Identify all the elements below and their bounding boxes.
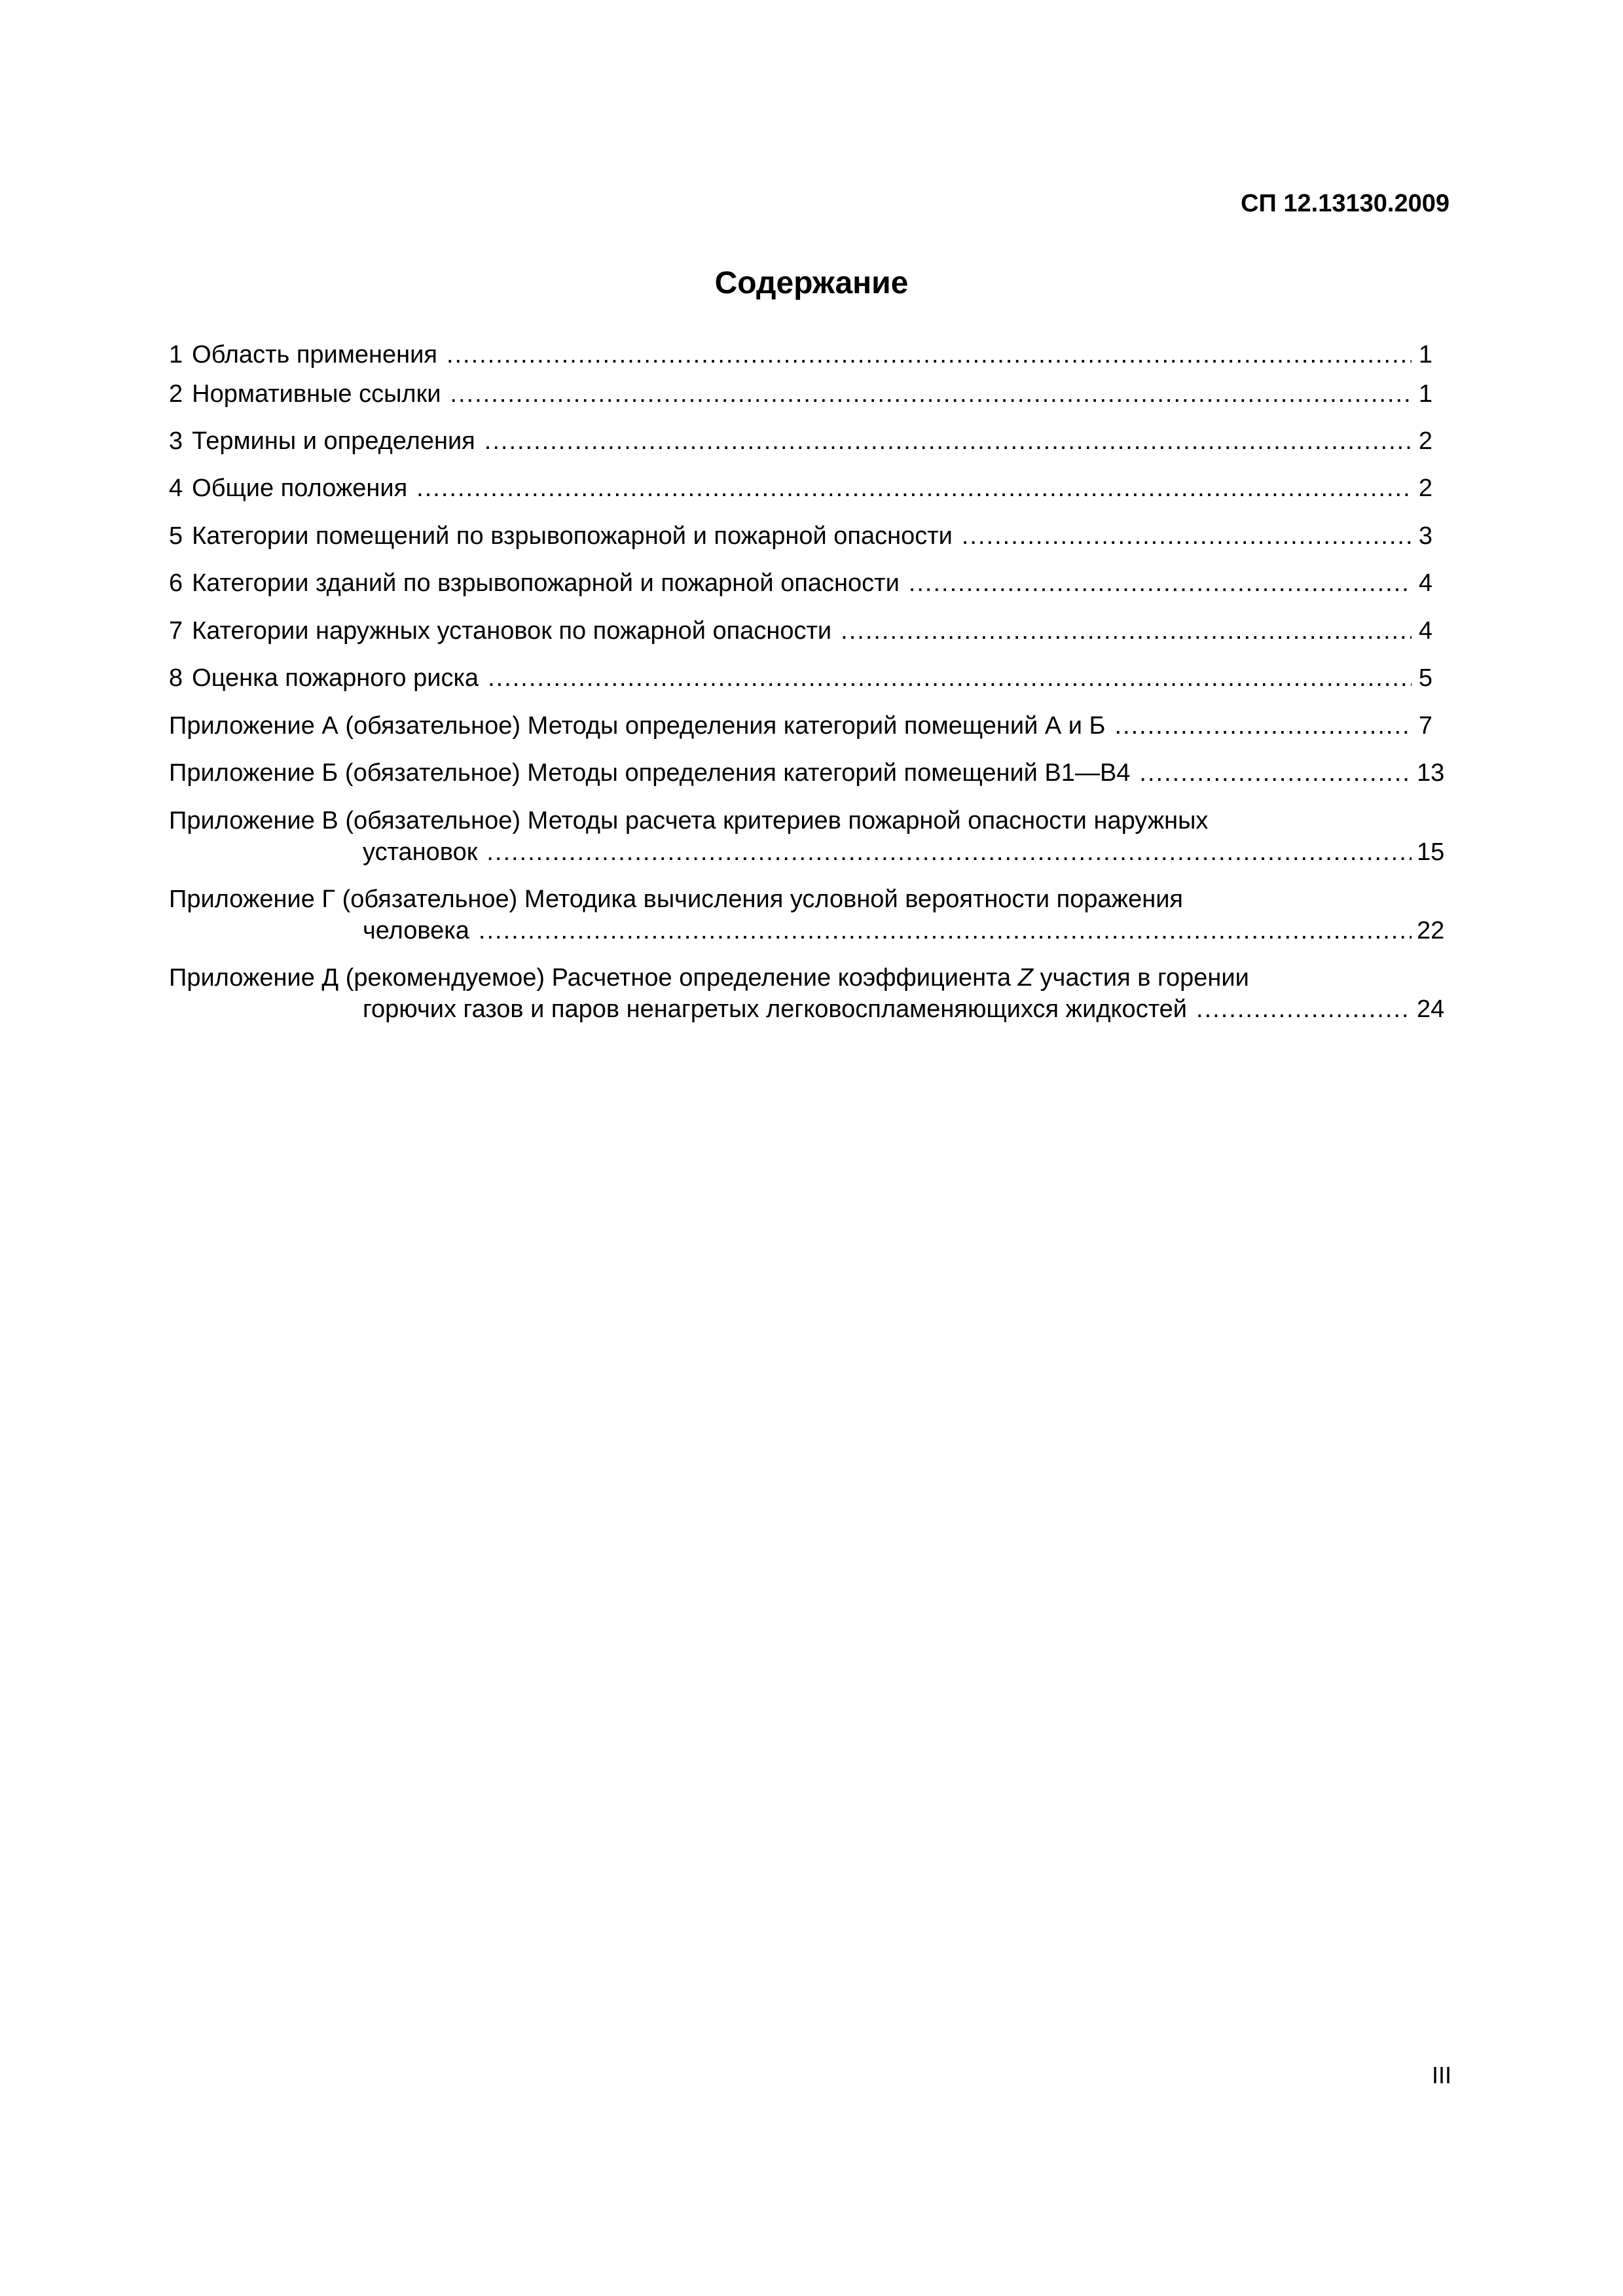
toc-entry-title-continuation: человека — [363, 917, 469, 944]
toc-entry-number: 8 — [169, 664, 183, 692]
toc-entry-page: 2 — [1418, 427, 1432, 455]
toc-entry-page: 1 — [1418, 380, 1432, 408]
toc-entry-appendix[interactable] — [169, 757, 1445, 789]
toc-entry-title-continuation: установок — [363, 838, 478, 866]
toc-entry-page: 4 — [1418, 617, 1432, 645]
toc-dot-leader — [486, 836, 1412, 868]
toc-entry[interactable] — [169, 425, 1432, 457]
toc-entry-title-part: Приложение Д (рекомендуемое) Расчетное определение коэффициента — [169, 964, 1018, 992]
toc-entry-title: Категории зданий по взрывопожарной и пожарной опасности — [192, 569, 900, 597]
toc-entry-title: Приложение В (обязательное) Методы расчета критериев пожарной опасности наружных — [169, 807, 1209, 834]
toc-entry[interactable] — [169, 567, 1432, 599]
toc-entry-page: 3 — [1418, 522, 1432, 550]
toc-entry-page: 4 — [1418, 569, 1432, 597]
toc-entry-title: Приложение Б (обязательное) Методы определения категорий помещений В1—В4 — [169, 759, 1131, 787]
toc-dot-leader — [416, 473, 1412, 504]
toc-entry-appendix[interactable] — [169, 805, 1445, 868]
toc-entry[interactable] — [169, 378, 1432, 410]
toc-dot-leader — [484, 425, 1412, 457]
toc-entry[interactable] — [169, 339, 1432, 370]
toc-entry[interactable] — [169, 662, 1432, 694]
toc-dot-leader — [447, 339, 1412, 370]
toc-entry-page: 7 — [1418, 712, 1432, 740]
toc-dot-leader — [450, 378, 1412, 410]
toc-entry[interactable] — [169, 520, 1432, 552]
document-code: СП 12.13130.2009 — [1241, 190, 1450, 217]
toc-entry-number: 7 — [169, 617, 183, 645]
coefficient-symbol: Z — [1017, 964, 1033, 992]
toc-entry-appendix[interactable] — [169, 962, 1445, 1025]
toc-dot-leader — [1139, 757, 1412, 789]
toc-entry-title: Приложение А (обязательное) Методы определения категорий помещений А и Б — [169, 712, 1106, 740]
toc-entry-page: 22 — [1417, 917, 1445, 944]
toc-dot-leader — [488, 662, 1412, 694]
toc-dot-leader — [962, 520, 1412, 552]
toc-dot-leader — [909, 567, 1412, 599]
toc-entry-title: Область применения — [192, 341, 437, 368]
toc-title: Содержание — [714, 266, 909, 300]
toc-entry-number: 2 — [169, 380, 183, 408]
toc-dot-leader — [1115, 710, 1412, 742]
toc-entry-title: Оценка пожарного риска — [192, 664, 479, 692]
toc-entry-title: Нормативные ссылки — [192, 380, 441, 408]
toc-entry-number: 5 — [169, 522, 183, 550]
toc-entry-page: 15 — [1417, 838, 1445, 866]
toc-entry-title: Термины и определения — [192, 427, 475, 455]
toc-entry-number: 4 — [169, 475, 183, 502]
toc-entry-page: 24 — [1417, 996, 1445, 1023]
toc-entry-title: Общие положения — [192, 475, 408, 502]
toc-entry-title: Категории помещений по взрывопожарной и пожарной опасности — [192, 522, 953, 550]
toc-entry-appendix[interactable] — [169, 884, 1445, 946]
toc-entry-title-continuation: горючих газов и паров ненагретых легковоспламеняющихся жидкостей — [363, 996, 1188, 1023]
toc-entry-number: 3 — [169, 427, 183, 455]
toc-entry-title: Приложение Г (обязательное) Методика вычисления условной вероятности поражения — [169, 886, 1184, 913]
toc-entry[interactable] — [169, 473, 1432, 504]
page-number: III — [1431, 2062, 1451, 2089]
toc-entry-page: 13 — [1417, 759, 1445, 787]
toc-dot-leader — [479, 915, 1412, 946]
toc-entry-title-part: участия в горении — [1032, 964, 1249, 992]
toc-entry-appendix[interactable] — [169, 710, 1432, 742]
toc-dot-leader — [841, 615, 1412, 647]
toc-entry-title: Категории наружных установок по пожарной опасности — [192, 617, 832, 645]
toc-entry-page: 5 — [1418, 664, 1432, 692]
toc-dot-leader — [1196, 994, 1412, 1025]
toc-entry-title — [169, 962, 1249, 994]
toc-entry-page: 2 — [1418, 475, 1432, 502]
toc-entry-number: 6 — [169, 569, 183, 597]
toc-entry-page: 1 — [1418, 341, 1432, 368]
toc-entry-number: 1 — [169, 341, 183, 368]
toc-entry[interactable] — [169, 615, 1432, 647]
